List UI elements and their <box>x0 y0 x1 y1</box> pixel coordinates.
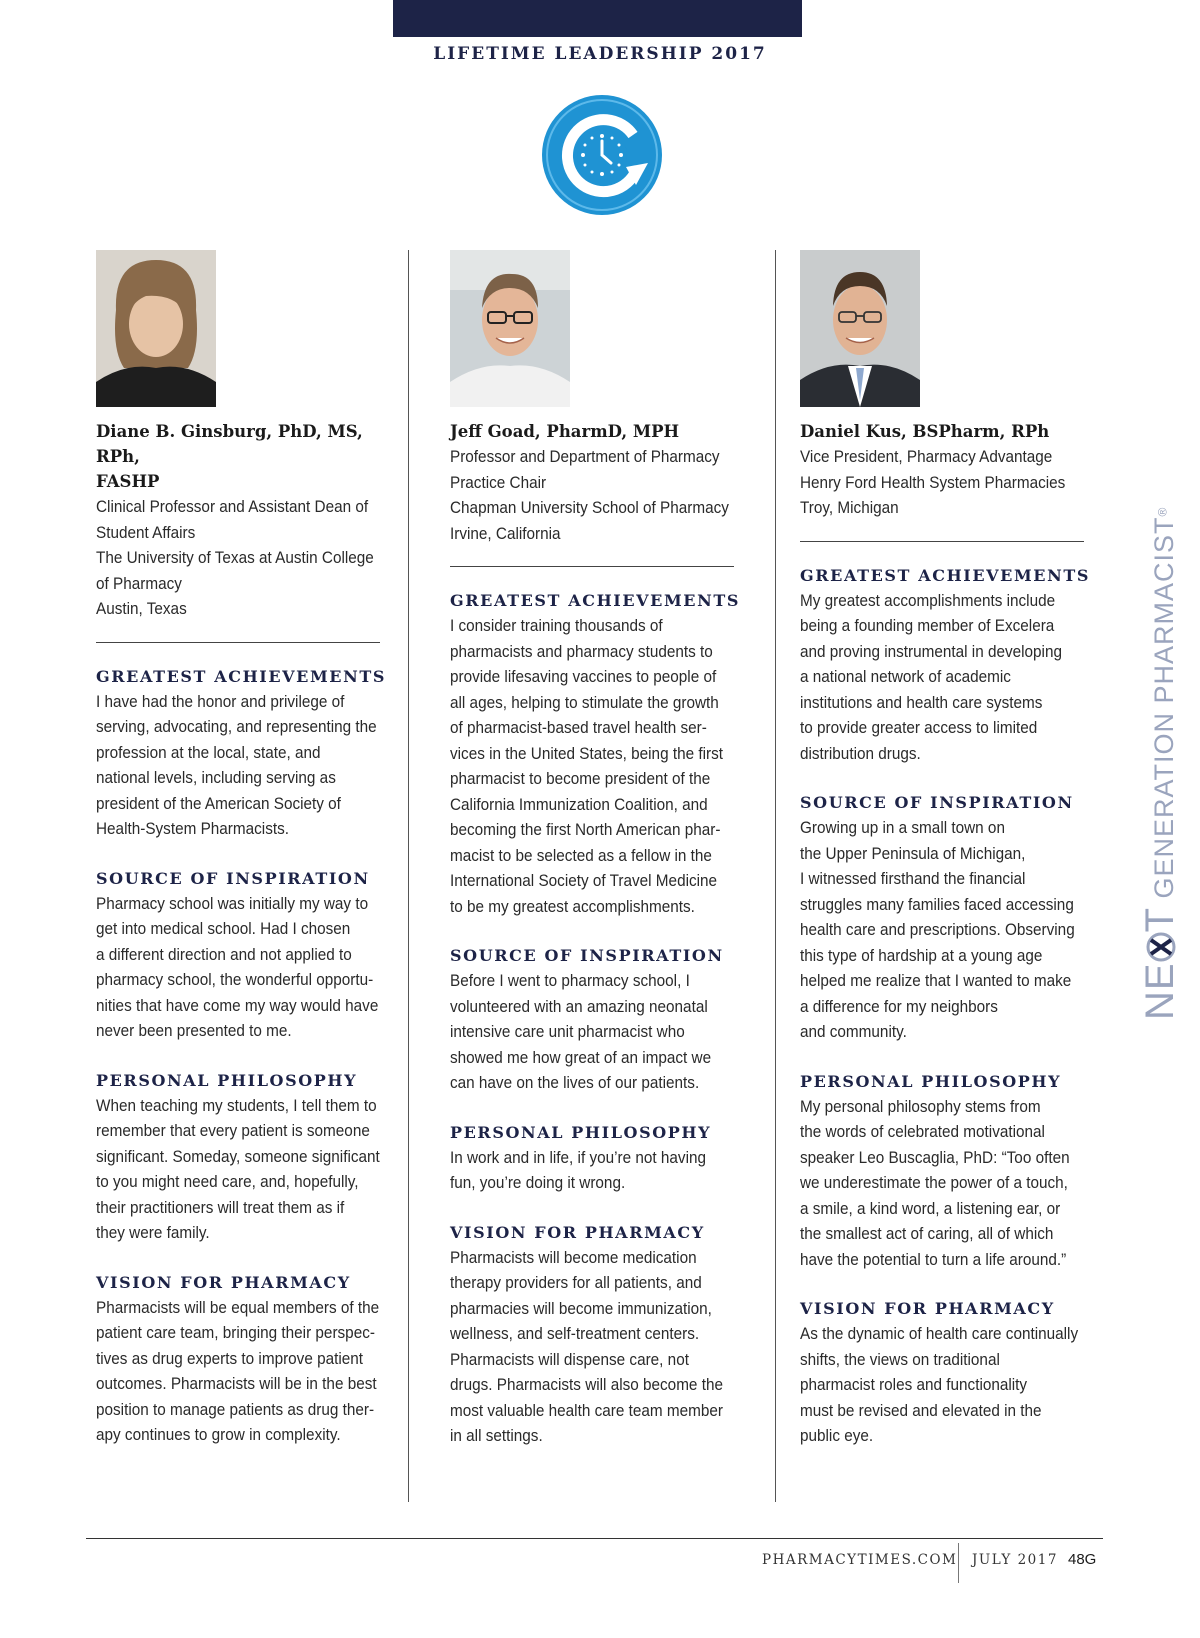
column-divider <box>408 250 409 1502</box>
section-heading: PERSONAL PHILOSOPHY <box>450 1122 712 1142</box>
page-number: 48G <box>1068 1551 1097 1568</box>
section-text: Before I went to pharmacy school, I volunteered with an amazing neonatal intensive care unit pharmacist who showed me how great of an impact we can have on the lives of our patients. <box>450 971 712 1092</box>
profile-goad <box>450 250 750 1449</box>
section-text: Growing up in a small town on the Upper Peninsula of Michigan, I witnessed firsthand the financial struggles many families faced accessing health care and prescriptions. Observing this type of hardship at a young age helped me realize that I wanted to make a difference for my neighbors and community. <box>800 818 1075 1041</box>
section-heading: SOURCE OF INSPIRATION <box>800 793 1074 812</box>
section-text: Pharmacists will become medication therapy providers for all patients, and pharmacies will become immunization, wellness, and self-treatment centers. Pharmacists will dispense care, not drugs. Pharmacists will also become the most valuable health care team member in all settings. <box>450 1247 723 1445</box>
section-text: In work and in life, if you’re not having fun, you’re doing it wrong. <box>450 1147 706 1192</box>
footer-issue: JULY 2017 <box>972 1552 1058 1568</box>
section-text: Pharmacists will be equal members of the patient care team, bringing their perspec- tives as drug experts to improve patient outcomes. Pharmacists will be in the best position to manage patients as drug ther- apy continues to grow in complexity. <box>96 1297 380 1444</box>
side-brand <box>1138 508 1183 1020</box>
brand-tagline: GENERATION PHARMACIST <box>1149 516 1179 907</box>
separator-rule <box>96 642 380 643</box>
person-name: Jeff Goad, PharmD, MPH <box>450 422 680 441</box>
person-info: Clinical Professor and Assistant Dean of Student Affairs The University of Texas at Austin College of Pharmacy Austin, Texas <box>96 497 374 618</box>
top-color-bar <box>393 0 802 37</box>
column-divider <box>775 250 776 1502</box>
section-text: My greatest accomplishments include being a founding member of Excelera and proving instrumental in developing a national network of academic institutions and health care systems to provide greater access to limited distribution drugs. <box>800 590 1062 763</box>
footer-rule <box>86 1538 1103 1539</box>
footer-divider <box>958 1543 959 1583</box>
separator-rule <box>800 541 1084 542</box>
section-text: As the dynamic of health care continually shifts, the views on traditional pharmacist roles and functionality must be revised and elevated in the public eye. <box>800 1324 1079 1445</box>
section-heading: SOURCE OF INSPIRATION <box>96 868 370 888</box>
registered-mark: ® <box>1155 507 1170 517</box>
section-text: Pharmacy school was initially my way to get into medical school. Had I chosen a different direction and not applied to pharmacy school, the wonderful opportu- nities that have come my way would have never been presented to me. <box>96 893 379 1040</box>
section-heading: GREATEST ACHIEVEMENTS <box>800 565 1090 585</box>
section-text: When teaching my students, I tell them to remember that every patient is someone significant. Someday, someone significant to you might need care, and, hopefully, their practitioners will treat them as if they were family. <box>96 1095 380 1242</box>
separator-rule <box>450 566 734 567</box>
brand-ne: NE <box>1138 962 1182 1020</box>
section-text: I consider training thousands of pharmacists and pharmacy students to provide lifesaving vaccines to people of all ages, helping to stimulate the growth of pharmacist-based travel health ser- vices in the United States, being the first pharmacist to become president of the California Immunization Coalition, and becoming the first North American phar- macist to be selected as a fellow in the International Society of Travel Medicine to be my greatest accomplishments. <box>450 616 723 916</box>
section-heading: VISION FOR PHARMACY <box>450 1222 705 1242</box>
section-title: LIFETIME LEADERSHIP 2017 <box>433 44 767 64</box>
person-name: Diane B. Ginsburg, PhD, MS, RPh, FASHP <box>96 422 363 491</box>
clock-refresh-icon <box>540 93 664 217</box>
x-logo-icon <box>1145 932 1177 962</box>
portrait-man-suit <box>800 250 920 407</box>
profile-ginsburg <box>96 250 396 1448</box>
person-info: Vice President, Pharmacy Advantage Henry Ford Health System Pharmacies Troy, Michigan <box>800 447 1066 517</box>
section-heading: PERSONAL PHILOSOPHY <box>800 1071 1062 1091</box>
brand-t: T <box>1138 906 1182 933</box>
footer-website: PHARMACYTIMES.COM <box>762 1552 958 1568</box>
section-heading: PERSONAL PHILOSOPHY <box>96 1070 358 1090</box>
person-info: Professor and Department of Pharmacy Practice Chair Chapman University School of Pharmacy Irvine, California <box>450 447 729 543</box>
section-heading: GREATEST ACHIEVEMENTS <box>450 591 740 610</box>
portrait-man-glasses <box>450 250 570 407</box>
section-text: I have had the honor and privilege of serving, advocating, and representing the profession at the local, state, and national levels, including serving as president of the American Society of Health-System Pharmacists. <box>96 691 377 838</box>
profile-kus <box>800 250 1100 1449</box>
portrait-woman <box>96 250 216 407</box>
section-heading: VISION FOR PHARMACY <box>800 1299 1055 1318</box>
person-name: Daniel Kus, BSPharm, RPh <box>800 422 1050 441</box>
section-heading: VISION FOR PHARMACY <box>96 1272 351 1292</box>
section-text: My personal philosophy stems from the words of celebrated motivational speaker Leo Buscaglia, PhD: “Too often we underestimate the power of a touch, a smile, a kind word, a listening ear, or the smallest act of caring, all of which have the potential to turn a life around.” <box>800 1096 1070 1269</box>
section-heading: SOURCE OF INSPIRATION <box>450 946 724 965</box>
section-heading: GREATEST ACHIEVEMENTS <box>96 666 386 686</box>
